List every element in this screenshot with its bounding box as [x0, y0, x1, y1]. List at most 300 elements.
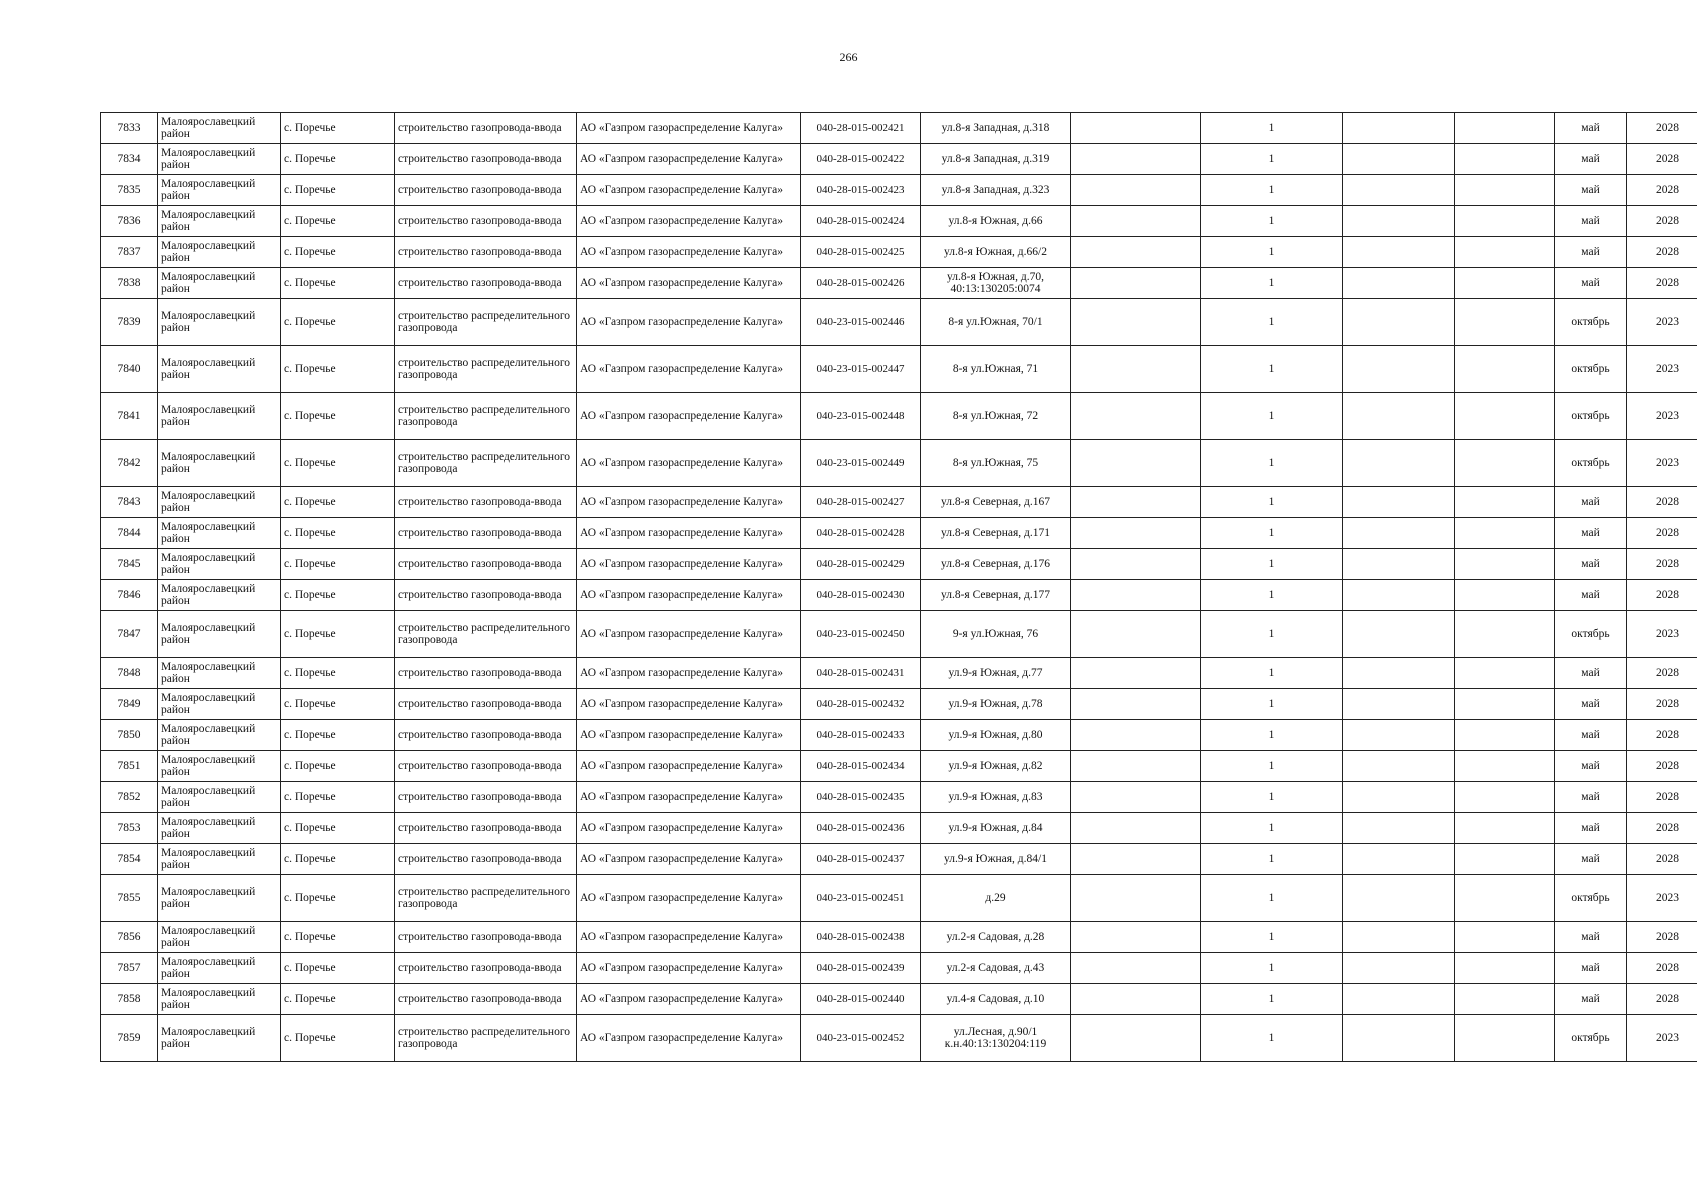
- quantity-cell: 1: [1201, 813, 1343, 844]
- empty-cell: [1071, 984, 1201, 1015]
- empty-cell: [1455, 844, 1555, 875]
- object-code-cell: 040-28-015-002422: [801, 144, 921, 175]
- object-code-cell: 040-23-015-002448: [801, 393, 921, 440]
- address-cell: ул.8-я Западная, д.323: [921, 175, 1071, 206]
- month-cell: май: [1555, 518, 1627, 549]
- empty-cell: [1071, 611, 1201, 658]
- empty-cell: [1343, 237, 1455, 268]
- empty-cell: [1343, 953, 1455, 984]
- table-row: [101, 237, 1697, 268]
- table-row: [101, 720, 1697, 751]
- empty-cell: [1071, 393, 1201, 440]
- month-cell: октябрь: [1555, 875, 1627, 922]
- empty-cell: [1343, 580, 1455, 611]
- address-cell: ул.8-я Южная, д.66: [921, 206, 1071, 237]
- organization-cell: АО «Газпром газораспределение Калуга»: [577, 299, 801, 346]
- address-cell: ул.8-я Северная, д.171: [921, 518, 1071, 549]
- address-cell: ул.8-я Западная, д.319: [921, 144, 1071, 175]
- empty-cell: [1071, 175, 1201, 206]
- year-cell: 2028: [1627, 487, 1697, 518]
- work-type-cell: строительство газопровода-ввода: [395, 813, 577, 844]
- address-cell: ул.9-я Южная, д.78: [921, 689, 1071, 720]
- year-cell: 2028: [1627, 782, 1697, 813]
- year-cell: 2028: [1627, 580, 1697, 611]
- empty-cell: [1071, 346, 1201, 393]
- work-type-cell: строительство газопровода-ввода: [395, 953, 577, 984]
- object-code-cell: 040-28-015-002429: [801, 549, 921, 580]
- empty-cell: [1071, 875, 1201, 922]
- object-code-cell: 040-28-015-002435: [801, 782, 921, 813]
- year-cell: 2023: [1627, 440, 1697, 487]
- locality-cell: с. Поречье: [281, 113, 395, 144]
- table-row: [101, 113, 1697, 144]
- empty-cell: [1455, 113, 1555, 144]
- empty-cell: [1455, 813, 1555, 844]
- organization-cell: АО «Газпром газораспределение Калуга»: [577, 611, 801, 658]
- district-cell: Малоярославецкий район: [158, 549, 281, 580]
- year-cell: 2028: [1627, 751, 1697, 782]
- year-cell: 2023: [1627, 346, 1697, 393]
- work-type-cell: строительство газопровода-ввода: [395, 720, 577, 751]
- empty-cell: [1343, 689, 1455, 720]
- table-row: [101, 144, 1697, 175]
- table-row: [101, 580, 1697, 611]
- locality-cell: с. Поречье: [281, 689, 395, 720]
- quantity-cell: 1: [1201, 953, 1343, 984]
- empty-cell: [1343, 268, 1455, 299]
- month-cell: май: [1555, 844, 1627, 875]
- locality-cell: с. Поречье: [281, 611, 395, 658]
- organization-cell: АО «Газпром газораспределение Калуга»: [577, 518, 801, 549]
- address-cell: ул.8-я Северная, д.167: [921, 487, 1071, 518]
- row-number: 7839: [101, 299, 158, 346]
- year-cell: 2028: [1627, 720, 1697, 751]
- empty-cell: [1071, 953, 1201, 984]
- district-cell: Малоярославецкий район: [158, 844, 281, 875]
- year-cell: 2028: [1627, 518, 1697, 549]
- empty-cell: [1455, 549, 1555, 580]
- row-number: 7849: [101, 689, 158, 720]
- object-code-cell: 040-28-015-002431: [801, 658, 921, 689]
- empty-cell: [1343, 206, 1455, 237]
- work-type-cell: строительство распределительного газопровода: [395, 440, 577, 487]
- month-cell: май: [1555, 953, 1627, 984]
- work-type-cell: строительство распределительного газопровода: [395, 393, 577, 440]
- month-cell: май: [1555, 237, 1627, 268]
- district-cell: Малоярославецкий район: [158, 175, 281, 206]
- table-row: [101, 487, 1697, 518]
- work-type-cell: строительство газопровода-ввода: [395, 922, 577, 953]
- district-cell: Малоярославецкий район: [158, 689, 281, 720]
- district-cell: Малоярославецкий район: [158, 922, 281, 953]
- empty-cell: [1455, 1015, 1555, 1062]
- empty-cell: [1071, 689, 1201, 720]
- empty-cell: [1071, 782, 1201, 813]
- row-number: 7857: [101, 953, 158, 984]
- table-row: [101, 984, 1697, 1015]
- work-type-cell: строительство газопровода-ввода: [395, 549, 577, 580]
- quantity-cell: 1: [1201, 922, 1343, 953]
- month-cell: май: [1555, 113, 1627, 144]
- empty-cell: [1455, 299, 1555, 346]
- object-code-cell: 040-28-015-002437: [801, 844, 921, 875]
- organization-cell: АО «Газпром газораспределение Калуга»: [577, 813, 801, 844]
- work-type-cell: строительство газопровода-ввода: [395, 689, 577, 720]
- locality-cell: с. Поречье: [281, 237, 395, 268]
- row-number: 7854: [101, 844, 158, 875]
- quantity-cell: 1: [1201, 720, 1343, 751]
- locality-cell: с. Поречье: [281, 580, 395, 611]
- address-cell: 9-я ул.Южная, 76: [921, 611, 1071, 658]
- district-cell: Малоярославецкий район: [158, 237, 281, 268]
- row-number: 7838: [101, 268, 158, 299]
- district-cell: Малоярославецкий район: [158, 984, 281, 1015]
- table-row: [101, 393, 1697, 440]
- quantity-cell: 1: [1201, 844, 1343, 875]
- month-cell: октябрь: [1555, 346, 1627, 393]
- object-code-cell: 040-28-015-002434: [801, 751, 921, 782]
- quantity-cell: 1: [1201, 175, 1343, 206]
- year-cell: 2028: [1627, 206, 1697, 237]
- district-cell: Малоярославецкий район: [158, 518, 281, 549]
- empty-cell: [1343, 813, 1455, 844]
- empty-cell: [1343, 984, 1455, 1015]
- table-row: [101, 549, 1697, 580]
- organization-cell: АО «Газпром газораспределение Калуга»: [577, 844, 801, 875]
- row-number: 7843: [101, 487, 158, 518]
- district-cell: Малоярославецкий район: [158, 1015, 281, 1062]
- table-row: [101, 299, 1697, 346]
- district-cell: Малоярославецкий район: [158, 113, 281, 144]
- quantity-cell: 1: [1201, 487, 1343, 518]
- year-cell: 2028: [1627, 549, 1697, 580]
- work-type-cell: строительство распределительного газопровода: [395, 1015, 577, 1062]
- year-cell: 2028: [1627, 268, 1697, 299]
- month-cell: май: [1555, 206, 1627, 237]
- object-code-cell: 040-28-015-002428: [801, 518, 921, 549]
- work-type-cell: строительство газопровода-ввода: [395, 844, 577, 875]
- year-cell: 2023: [1627, 611, 1697, 658]
- year-cell: 2023: [1627, 299, 1697, 346]
- quantity-cell: 1: [1201, 113, 1343, 144]
- empty-cell: [1455, 440, 1555, 487]
- district-cell: Малоярославецкий район: [158, 268, 281, 299]
- locality-cell: с. Поречье: [281, 549, 395, 580]
- row-number: 7855: [101, 875, 158, 922]
- month-cell: май: [1555, 751, 1627, 782]
- locality-cell: с. Поречье: [281, 1015, 395, 1062]
- month-cell: май: [1555, 549, 1627, 580]
- work-type-cell: строительство газопровода-ввода: [395, 268, 577, 299]
- organization-cell: АО «Газпром газораспределение Калуга»: [577, 268, 801, 299]
- district-cell: Малоярославецкий район: [158, 144, 281, 175]
- empty-cell: [1071, 813, 1201, 844]
- month-cell: май: [1555, 689, 1627, 720]
- organization-cell: АО «Газпром газораспределение Калуга»: [577, 922, 801, 953]
- year-cell: 2028: [1627, 953, 1697, 984]
- empty-cell: [1455, 751, 1555, 782]
- district-cell: Малоярославецкий район: [158, 720, 281, 751]
- table-row: [101, 875, 1697, 922]
- month-cell: май: [1555, 144, 1627, 175]
- empty-cell: [1455, 611, 1555, 658]
- empty-cell: [1343, 175, 1455, 206]
- row-number: 7847: [101, 611, 158, 658]
- organization-cell: АО «Газпром газораспределение Калуга»: [577, 689, 801, 720]
- empty-cell: [1455, 237, 1555, 268]
- object-code-cell: 040-23-015-002451: [801, 875, 921, 922]
- table-row: [101, 518, 1697, 549]
- organization-cell: АО «Газпром газораспределение Калуга»: [577, 782, 801, 813]
- address-cell: ул.9-я Южная, д.82: [921, 751, 1071, 782]
- empty-cell: [1455, 206, 1555, 237]
- empty-cell: [1071, 144, 1201, 175]
- empty-cell: [1343, 611, 1455, 658]
- empty-cell: [1455, 953, 1555, 984]
- year-cell: 2028: [1627, 658, 1697, 689]
- row-number: 7840: [101, 346, 158, 393]
- row-number: 7834: [101, 144, 158, 175]
- work-type-cell: строительство газопровода-ввода: [395, 518, 577, 549]
- address-cell: 8-я ул.Южная, 70/1: [921, 299, 1071, 346]
- work-type-cell: строительство газопровода-ввода: [395, 658, 577, 689]
- empty-cell: [1455, 144, 1555, 175]
- row-number: 7853: [101, 813, 158, 844]
- empty-cell: [1071, 440, 1201, 487]
- table-row: [101, 206, 1697, 237]
- quantity-cell: 1: [1201, 440, 1343, 487]
- empty-cell: [1455, 984, 1555, 1015]
- address-cell: ул.9-я Южная, д.84: [921, 813, 1071, 844]
- year-cell: 2028: [1627, 175, 1697, 206]
- locality-cell: с. Поречье: [281, 268, 395, 299]
- table-row: [101, 813, 1697, 844]
- row-number: 7844: [101, 518, 158, 549]
- quantity-cell: 1: [1201, 346, 1343, 393]
- table-row: [101, 611, 1697, 658]
- locality-cell: с. Поречье: [281, 720, 395, 751]
- district-cell: Малоярославецкий район: [158, 393, 281, 440]
- quantity-cell: 1: [1201, 689, 1343, 720]
- organization-cell: АО «Газпром газораспределение Калуга»: [577, 720, 801, 751]
- row-number: 7848: [101, 658, 158, 689]
- organization-cell: АО «Газпром газораспределение Калуга»: [577, 953, 801, 984]
- work-type-cell: строительство распределительного газопровода: [395, 875, 577, 922]
- organization-cell: АО «Газпром газораспределение Калуга»: [577, 875, 801, 922]
- work-type-cell: строительство газопровода-ввода: [395, 206, 577, 237]
- district-cell: Малоярославецкий район: [158, 875, 281, 922]
- empty-cell: [1071, 549, 1201, 580]
- empty-cell: [1343, 844, 1455, 875]
- register-table: [100, 112, 1697, 1062]
- year-cell: 2028: [1627, 113, 1697, 144]
- district-cell: Малоярославецкий район: [158, 580, 281, 611]
- empty-cell: [1071, 751, 1201, 782]
- empty-cell: [1455, 393, 1555, 440]
- quantity-cell: 1: [1201, 206, 1343, 237]
- empty-cell: [1455, 875, 1555, 922]
- organization-cell: АО «Газпром газораспределение Калуга»: [577, 144, 801, 175]
- empty-cell: [1455, 175, 1555, 206]
- empty-cell: [1071, 487, 1201, 518]
- organization-cell: АО «Газпром газораспределение Калуга»: [577, 751, 801, 782]
- locality-cell: с. Поречье: [281, 875, 395, 922]
- organization-cell: АО «Газпром газораспределение Калуга»: [577, 440, 801, 487]
- table-row: [101, 751, 1697, 782]
- row-number: 7845: [101, 549, 158, 580]
- district-cell: Малоярославецкий район: [158, 346, 281, 393]
- district-cell: Малоярославецкий район: [158, 751, 281, 782]
- empty-cell: [1071, 922, 1201, 953]
- empty-cell: [1343, 922, 1455, 953]
- object-code-cell: 040-28-015-002424: [801, 206, 921, 237]
- table-row: [101, 346, 1697, 393]
- row-number: 7850: [101, 720, 158, 751]
- empty-cell: [1071, 299, 1201, 346]
- address-cell: ул.2-я Садовая, д.28: [921, 922, 1071, 953]
- address-cell: ул.8-я Южная, д.70, 40:13:130205:0074: [921, 268, 1071, 299]
- organization-cell: АО «Газпром газораспределение Калуга»: [577, 393, 801, 440]
- work-type-cell: строительство газопровода-ввода: [395, 984, 577, 1015]
- district-cell: Малоярославецкий район: [158, 658, 281, 689]
- organization-cell: АО «Газпром газораспределение Калуга»: [577, 206, 801, 237]
- empty-cell: [1071, 658, 1201, 689]
- empty-cell: [1343, 393, 1455, 440]
- empty-cell: [1343, 549, 1455, 580]
- district-cell: Малоярославецкий район: [158, 440, 281, 487]
- organization-cell: АО «Газпром газораспределение Калуга»: [577, 1015, 801, 1062]
- quantity-cell: 1: [1201, 751, 1343, 782]
- table-row: [101, 922, 1697, 953]
- locality-cell: с. Поречье: [281, 813, 395, 844]
- month-cell: октябрь: [1555, 1015, 1627, 1062]
- empty-cell: [1071, 206, 1201, 237]
- address-cell: 8-я ул.Южная, 72: [921, 393, 1071, 440]
- address-cell: ул.9-я Южная, д.84/1: [921, 844, 1071, 875]
- month-cell: май: [1555, 984, 1627, 1015]
- empty-cell: [1343, 875, 1455, 922]
- empty-cell: [1343, 299, 1455, 346]
- empty-cell: [1071, 1015, 1201, 1062]
- object-code-cell: 040-23-015-002446: [801, 299, 921, 346]
- work-type-cell: строительство газопровода-ввода: [395, 487, 577, 518]
- district-cell: Малоярославецкий район: [158, 813, 281, 844]
- row-number: 7852: [101, 782, 158, 813]
- table-row: [101, 953, 1697, 984]
- year-cell: 2023: [1627, 1015, 1697, 1062]
- empty-cell: [1343, 113, 1455, 144]
- work-type-cell: строительство распределительного газопровода: [395, 346, 577, 393]
- empty-cell: [1343, 440, 1455, 487]
- address-cell: ул.8-я Южная, д.66/2: [921, 237, 1071, 268]
- table-row: [101, 782, 1697, 813]
- quantity-cell: 1: [1201, 658, 1343, 689]
- month-cell: октябрь: [1555, 299, 1627, 346]
- month-cell: май: [1555, 175, 1627, 206]
- row-number: 7842: [101, 440, 158, 487]
- organization-cell: АО «Газпром газораспределение Калуга»: [577, 113, 801, 144]
- quantity-cell: 1: [1201, 299, 1343, 346]
- locality-cell: с. Поречье: [281, 440, 395, 487]
- empty-cell: [1455, 658, 1555, 689]
- object-code-cell: 040-28-015-002433: [801, 720, 921, 751]
- year-cell: 2028: [1627, 922, 1697, 953]
- address-cell: ул.8-я Северная, д.177: [921, 580, 1071, 611]
- empty-cell: [1455, 346, 1555, 393]
- object-code-cell: 040-28-015-002421: [801, 113, 921, 144]
- organization-cell: АО «Газпром газораспределение Калуга»: [577, 175, 801, 206]
- empty-cell: [1343, 144, 1455, 175]
- row-number: 7837: [101, 237, 158, 268]
- object-code-cell: 040-28-015-002432: [801, 689, 921, 720]
- work-type-cell: строительство газопровода-ввода: [395, 580, 577, 611]
- empty-cell: [1071, 580, 1201, 611]
- table-row: [101, 1015, 1697, 1062]
- quantity-cell: 1: [1201, 549, 1343, 580]
- quantity-cell: 1: [1201, 875, 1343, 922]
- address-cell: ул.8-я Северная, д.176: [921, 549, 1071, 580]
- object-code-cell: 040-28-015-002440: [801, 984, 921, 1015]
- month-cell: май: [1555, 658, 1627, 689]
- month-cell: май: [1555, 487, 1627, 518]
- work-type-cell: строительство газопровода-ввода: [395, 113, 577, 144]
- month-cell: май: [1555, 813, 1627, 844]
- month-cell: май: [1555, 580, 1627, 611]
- organization-cell: АО «Газпром газораспределение Калуга»: [577, 487, 801, 518]
- empty-cell: [1455, 720, 1555, 751]
- object-code-cell: 040-28-015-002423: [801, 175, 921, 206]
- year-cell: 2023: [1627, 393, 1697, 440]
- quantity-cell: 1: [1201, 1015, 1343, 1062]
- locality-cell: с. Поречье: [281, 751, 395, 782]
- empty-cell: [1455, 518, 1555, 549]
- row-number: 7856: [101, 922, 158, 953]
- organization-cell: АО «Газпром газораспределение Калуга»: [577, 346, 801, 393]
- work-type-cell: строительство газопровода-ввода: [395, 782, 577, 813]
- quantity-cell: 1: [1201, 580, 1343, 611]
- empty-cell: [1343, 487, 1455, 518]
- table-body: [101, 113, 1697, 1062]
- address-cell: д.29: [921, 875, 1071, 922]
- row-number: 7833: [101, 113, 158, 144]
- organization-cell: АО «Газпром газораспределение Калуга»: [577, 658, 801, 689]
- locality-cell: с. Поречье: [281, 487, 395, 518]
- address-cell: ул.4-я Садовая, д.10: [921, 984, 1071, 1015]
- organization-cell: АО «Газпром газораспределение Калуга»: [577, 237, 801, 268]
- district-cell: Малоярославецкий район: [158, 299, 281, 346]
- locality-cell: с. Поречье: [281, 922, 395, 953]
- empty-cell: [1343, 1015, 1455, 1062]
- locality-cell: с. Поречье: [281, 984, 395, 1015]
- empty-cell: [1343, 751, 1455, 782]
- locality-cell: с. Поречье: [281, 782, 395, 813]
- address-cell: ул.9-я Южная, д.83: [921, 782, 1071, 813]
- month-cell: май: [1555, 922, 1627, 953]
- district-cell: Малоярославецкий район: [158, 953, 281, 984]
- work-type-cell: строительство газопровода-ввода: [395, 237, 577, 268]
- quantity-cell: 1: [1201, 237, 1343, 268]
- locality-cell: с. Поречье: [281, 518, 395, 549]
- empty-cell: [1071, 268, 1201, 299]
- row-number: 7851: [101, 751, 158, 782]
- table-row: [101, 268, 1697, 299]
- work-type-cell: строительство распределительного газопровода: [395, 299, 577, 346]
- empty-cell: [1071, 844, 1201, 875]
- object-code-cell: 040-28-015-002427: [801, 487, 921, 518]
- empty-cell: [1343, 346, 1455, 393]
- address-cell: 8-я ул.Южная, 71: [921, 346, 1071, 393]
- address-cell: ул.8-я Западная, д.318: [921, 113, 1071, 144]
